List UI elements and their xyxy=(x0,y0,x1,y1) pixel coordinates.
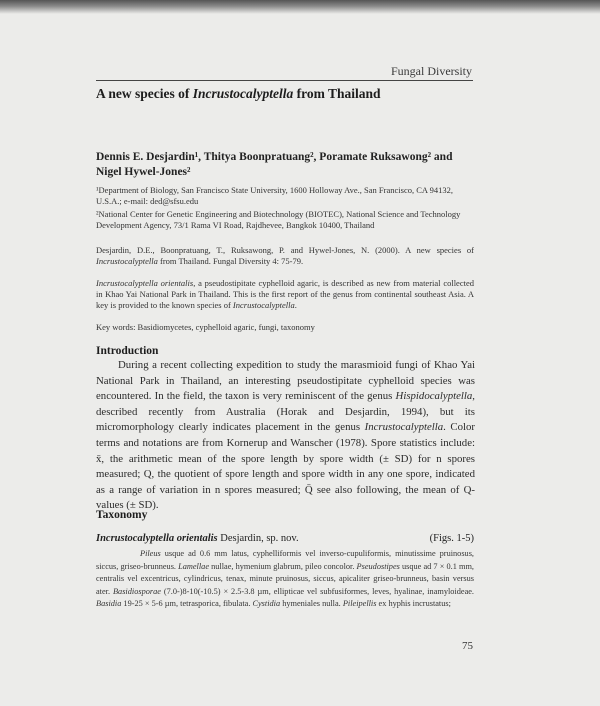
diag-term: Pileipellis xyxy=(342,599,377,609)
diag-text: usque ad 0.6 mm latus, cyphelliformis vel inverso-cupuliformis, minutissime pruinosus, siccus, griseo-brunneus. xyxy=(96,549,474,571)
paper-title xyxy=(96,86,476,102)
taxonomy-heading: Taxonomy xyxy=(96,509,148,521)
abstract-text: , a pseudostipitate cyphelloid agaric, is described as new from material collected in Khao Yai National Park in Thailand. This is the first report of the genus from continental southeast Asia. A key is provided to the known species of xyxy=(96,278,474,310)
journal-name: Fungal Diversity xyxy=(391,64,472,78)
introduction-heading: Introduction xyxy=(96,345,159,357)
authors-line-1: Dennis E. Desjardin¹, Thitya Boonpratuang², Poramate Ruksawong² and xyxy=(96,151,453,163)
page-number: 75 xyxy=(462,640,473,652)
citation-text-end: from Thailand. Fungal Diversity 4: 75-79. xyxy=(157,256,304,266)
affiliation-1: ¹Department of Biology, San Francisco State University, 1600 Holloway Ave., San Francisco, CA 94132, U.S.A.; e-mail: ded@sfsu.edu xyxy=(96,185,454,206)
intro-genus-1: Hispidocalyptella xyxy=(395,390,473,403)
diag-term: Pileus xyxy=(140,549,161,558)
citation xyxy=(96,245,474,267)
introduction-paragraph xyxy=(96,358,475,514)
diag-text: (7.0-)8-10(-10.5) × 2.5-3.8 µm, ellipticae vel subfusiformes, leves, hyalinae, inamyloideae. xyxy=(160,586,475,596)
abstract-species: Incrustocalyptella orientalis xyxy=(96,278,194,288)
diag-term: Basidiosporae xyxy=(112,586,161,596)
diag-term: Basidia xyxy=(96,599,122,609)
author-list xyxy=(96,150,476,180)
title-suffix: from Thailand xyxy=(293,86,381,101)
diag-text: nullae, hymenium glabrum, pileo concolor. xyxy=(209,561,357,571)
species-name: Incrustocalyptella orientalis xyxy=(96,533,218,544)
citation-text: Desjardin, D.E., Boonpratuang, T., Ruksawong, P. and Hywel-Jones, N. (2000). A new species of xyxy=(96,245,474,255)
diag-text: 19-25 × 5-6 µm, tetrasporica, fibulata. xyxy=(121,599,253,609)
intro-genus-2: Incrustocalyptella xyxy=(364,421,444,434)
title-prefix: A new species of xyxy=(96,86,193,101)
abstract xyxy=(96,278,474,311)
abstract-genus: Incrustocalyptella xyxy=(232,300,295,310)
header-rule xyxy=(96,80,473,81)
species-authority: Desjardin, sp. nov. xyxy=(217,533,299,544)
diag-term: Lamellae xyxy=(178,561,210,571)
intro-text-2: , described recently from Australia (Horak and Desjardin, 1994), but its micromorphology clearly indicates placement in the genus xyxy=(96,390,475,434)
intro-text-3: . Color terms and notations are from Kornerup and Wanscher (1978). Spore statistics include: x̄, the arithmetic mean of the spore length by spore width (± SD) for n spores measured; Q, the quotient of spore length and spore width in any one spore, indicated as a range of variation in n spores measured; Q̄ see also following, the mean of Q-values (± SD). xyxy=(96,421,475,512)
affiliation-2: ²National Center for Genetic Engineering and Biotechnology (BIOTEC), National Science and Technology Development Agency, 73/1 Rama VI Road, Rajdhevee, Bangkok 10400, Thailand xyxy=(96,209,461,230)
authors-line-2: Nigel Hywel-Jones² xyxy=(96,166,191,178)
diag-text: hymeniales nulla. xyxy=(280,599,343,609)
species-heading xyxy=(96,533,474,544)
keywords: Key words: Basidiomycetes, cyphelloid agaric, fungi, taxonomy xyxy=(96,322,315,332)
diag-text: ex hyphis incrustatus; xyxy=(376,599,451,609)
abstract-end: . xyxy=(294,300,297,310)
figure-reference: (Figs. 1-5) xyxy=(429,533,474,544)
latin-diagnosis xyxy=(96,548,474,611)
diag-term: Pseudostipes xyxy=(356,561,400,571)
diag-term: Cystidia xyxy=(252,599,281,609)
diag-text: usque ad 7 × 0.1 mm, centralis vel excentricus, cylindricus, tenax, minute pruinosus, siccus, apicaliter griseo-brunneus, basin versus ater. xyxy=(96,561,474,596)
citation-genus: Incrustocalyptella xyxy=(96,256,158,266)
intro-text-1: During a recent collecting expedition to study the marasmioid fungi of Khao Yai National Park in Thailand, an interesting pseudostipitate cyphelloid species was encountered. In the field, the taxon is very reminiscent of the genus xyxy=(96,359,475,403)
title-genus: Incrustocalyptella xyxy=(192,86,294,101)
